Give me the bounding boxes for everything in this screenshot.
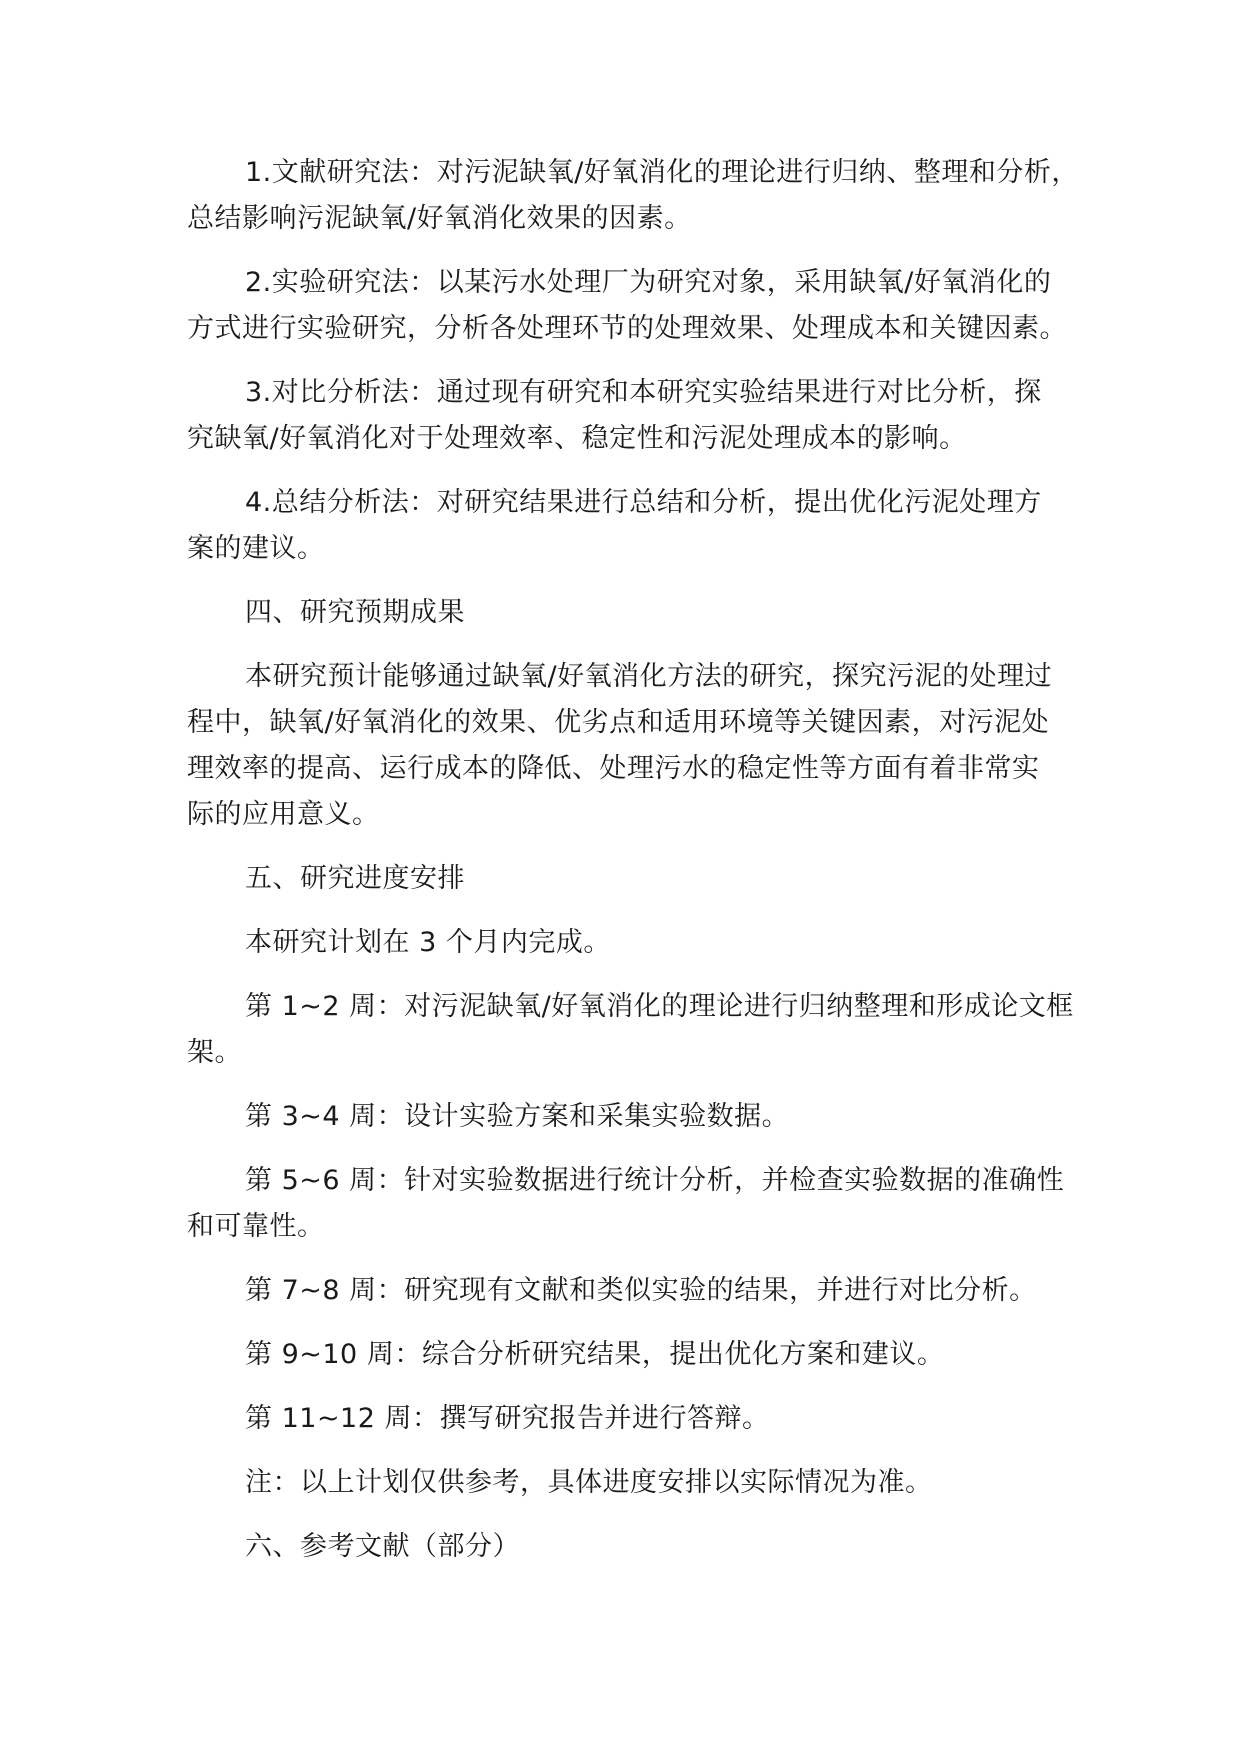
text-line: 第 9~10 周：综合分析研究结果，提出优化方案和建议。 [245,1339,945,1370]
schedule-item-weeks-7-8 [187,1268,1087,1314]
schedule-item-weeks-1-2 [187,984,1087,1076]
text-line: 总结影响污泥缺氧/好氧消化效果的因素。 [187,203,692,234]
text-line: 理效率的提高、运行成本的降低、处理污水的稳定性等方面有着非常实 [187,753,1040,784]
heading-text: 四、研究预期成果 [245,597,465,628]
text-line: 3.对比分析法：通过现有研究和本研究实验结果进行对比分析，探 [245,377,1042,408]
text-line: 第 7~8 周：研究现有文献和类似实验的结果，并进行对比分析。 [245,1275,1037,1306]
paragraph-method-literature [187,150,1087,242]
heading-text: 五、研究进度安排 [245,863,465,894]
section-heading-references [187,1524,1087,1570]
text-line: 际的应用意义。 [187,799,380,830]
text-line: 本研究计划在 3 个月内完成。 [245,927,611,958]
text-line: 第 11~12 周：撰写研究报告并进行答辩。 [245,1403,770,1434]
schedule-item-weeks-9-10 [187,1332,1087,1378]
paragraph-expected-results [187,654,1087,838]
text-line: 本研究预计能够通过缺氧/好氧消化方法的研究，探究污泥的处理过 [245,661,1053,692]
text-line: 究缺氧/好氧消化对于处理效率、稳定性和污泥处理成本的影响。 [187,423,967,454]
heading-text: 六、参考文献（部分） [245,1531,520,1562]
text-line: 4.总结分析法：对研究结果进行总结和分析，提出优化污泥处理方 [245,487,1042,518]
text-line: 1.文献研究法：对污泥缺氧/好氧消化的理论进行归纳、整理和分析， [245,157,1079,188]
text-line: 2.实验研究法：以某污水处理厂为研究对象，采用缺氧/好氧消化的 [245,267,1052,298]
text-line: 程中，缺氧/好氧消化的效果、优劣点和适用环境等关键因素，对污泥处 [187,707,1050,738]
text-line: 案的建议。 [187,533,325,564]
paragraph-method-experiment [187,260,1087,352]
schedule-item-weeks-5-6 [187,1158,1087,1250]
section-heading-expected-results [187,590,1087,636]
paragraph-method-summary [187,480,1087,572]
paragraph-method-comparison [187,370,1087,462]
section-heading-schedule [187,856,1087,902]
text-line: 架。 [187,1037,242,1068]
text-line: 第 5~6 周：针对实验数据进行统计分析，并检查实验数据的准确性 [245,1165,1065,1196]
paragraph-schedule-intro [187,920,1087,966]
schedule-item-weeks-11-12 [187,1396,1087,1442]
schedule-item-weeks-3-4 [187,1094,1087,1140]
text-line: 注：以上计划仅供参考，具体进度安排以实际情况为准。 [245,1467,933,1498]
text-line: 第 3~4 周：设计实验方案和采集实验数据。 [245,1101,790,1132]
text-line: 第 1~2 周：对污泥缺氧/好氧消化的理论进行归纳整理和形成论文框 [245,991,1074,1022]
text-line: 方式进行实验研究，分析各处理环节的处理效果、处理成本和关键因素。 [187,313,1067,344]
text-line: 和可靠性。 [187,1211,325,1242]
document-body [187,150,1087,1588]
schedule-note [187,1460,1087,1506]
